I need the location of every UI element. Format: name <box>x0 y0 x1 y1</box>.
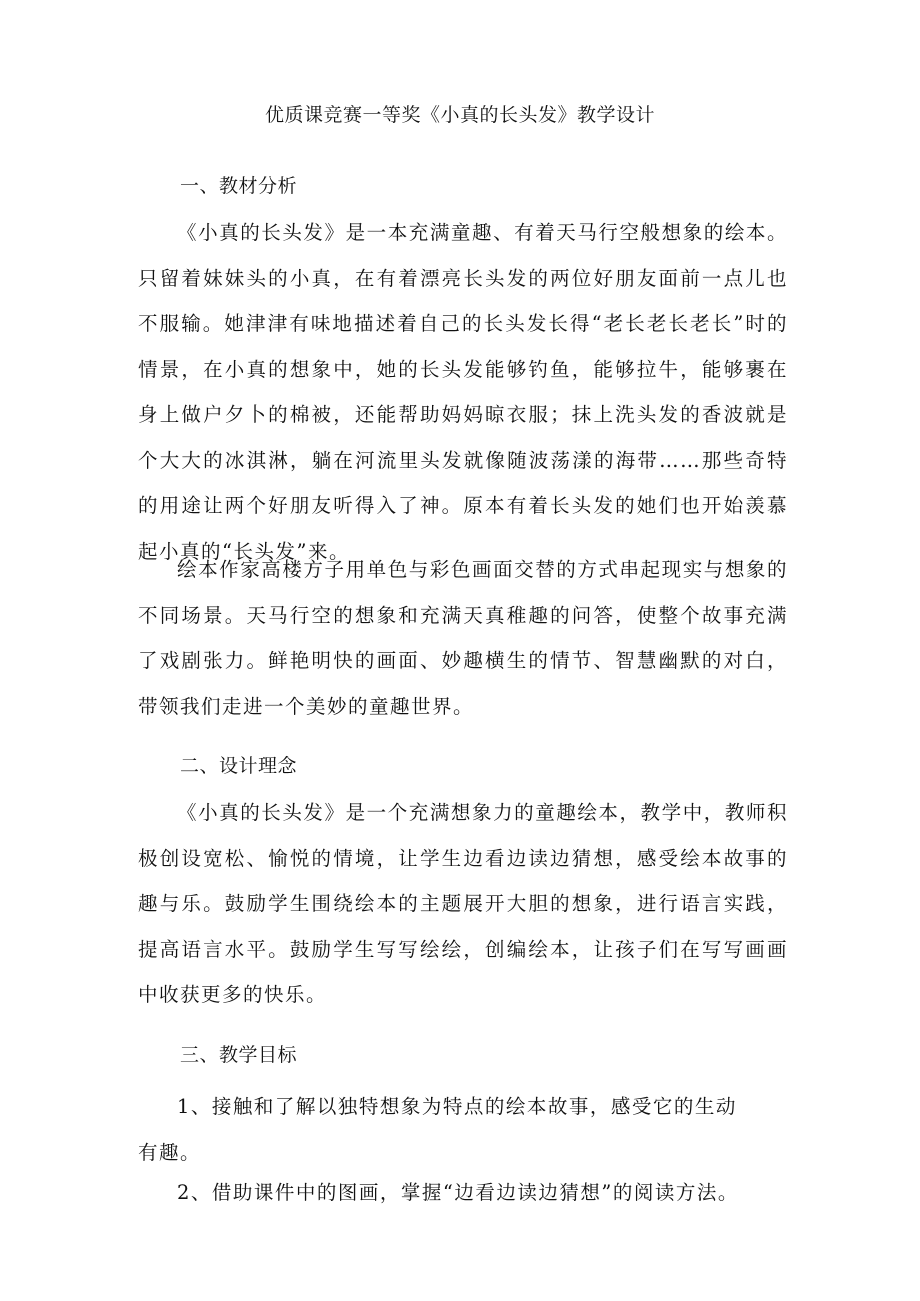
paragraph-illustration-style: 绘本作家高楼方子用单色与彩色画面交替的方式串起现实与想象的不同场景。天马行空的想象和充满天真稚趣的问答，使整个故事充满了戏剧张力。鲜艳明快的画面、妙趣横生的情节、智慧幽默的对白，带领我们走进一个美妙的童趣世界。 <box>138 558 788 718</box>
section-heading-design-concept: 二、设计理念 <box>180 755 298 777</box>
paragraph-story-summary: 《小真的长头发》是一本充满童趣、有着天马行空般想象的绘本。只留着妹妹头的小真，在有着漂亮长头发的两位好朋友面前一点儿也不服输。她津津有味地描述着自己的长头发长得“老长老长老长”时的情景，在小真的想象中，她的长头发能够钓鱼，能够拉牛，能够裹在身上做户夕卜的棉被，还能帮助妈妈晾衣服；抹上洗头发的香波就是个大大的冰淇淋，躺在河流里头发就像随波荡漾的海带……那些奇特的用途让两个好朋友听得入了神。原本有着长头发的她们也开始羡慕起小真的“长头发”来。 <box>138 221 788 563</box>
teaching-goal-item: 1、接触和了解以独特想象为特点的绘本故事，感受它的生动有趣。 <box>138 1095 737 1164</box>
section-heading-materials-analysis: 一、教材分析 <box>180 175 298 197</box>
teaching-goal-item: 2、借助课件中的图画，掌握“边看边读边猜想”的阅读方法。 <box>177 1181 739 1204</box>
paragraph-design-concept: 《小真的长头发》是一个充满想象力的童趣绘本，教学中，教师积极创设宽松、愉悦的情境，让学生边看边读边猜想，感受绘本故事的趣与乐。鼓励学生围绕绘本的主题展开大胆的想象，进行语言实践，提高语言水平。鼓励学生写写绘绘，创编绘本，让孩子们在写写画画中收获更多的快乐。 <box>138 801 788 1006</box>
document-title: 优质课竞赛一等奖《小真的长头发》教学设计 <box>264 104 655 126</box>
section-heading-teaching-goals: 三、教学目标 <box>180 1044 298 1066</box>
